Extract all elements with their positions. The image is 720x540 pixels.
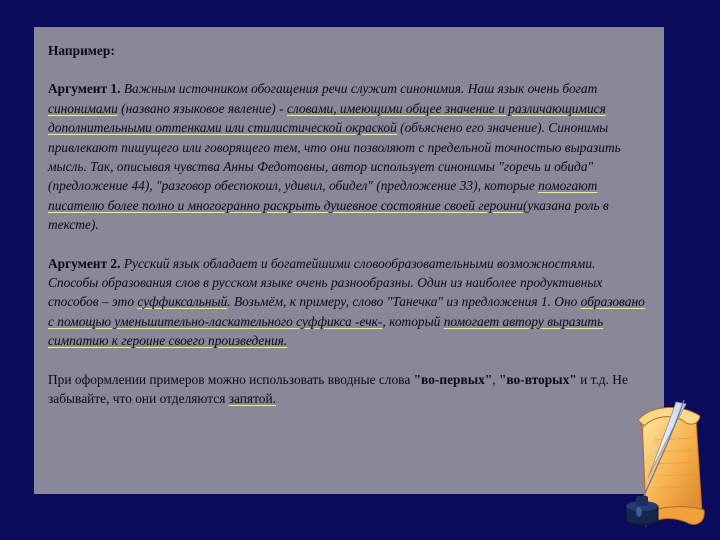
argument-1-text: Важным источником обогащения речи служит синонимия. Наш язык очень богат синонимами (названо языковое явление) - словами, имеющими общее значение и различающимися дополнительными оттенками или стилистической окраской (объяснено его значение). Синонимы привлекают пишущего или говорящего тем, что они позволяют с предельной точностью выразить мысль. Так, описывая чувства Анны Федотовны, автор использует синонимы "горечь и обида" (предложение 44), "разговор обеспокоил, удивил, обидел" (предложение 33), которые помогают писателю более полно и многогранно раскрыть душевное состояние своей героини(указана роль в тексте). bbox=[48, 81, 621, 233]
argument-2-label: Аргумент 2. bbox=[48, 255, 121, 271]
argument-2 bbox=[48, 254, 648, 351]
term-suffixal: суффиксальный bbox=[137, 294, 228, 310]
heading: Например: bbox=[48, 43, 115, 58]
word-comma: запятой. bbox=[228, 391, 276, 407]
text-panel bbox=[34, 27, 664, 494]
scroll-quill-inkwell-icon bbox=[612, 360, 718, 540]
closing-note: При оформлении примеров можно использовать вводные слова "во-первых", "во-вторых" и т.д. Не забывайте, что они отделяются запятой. bbox=[48, 371, 628, 407]
term-role: помогают писателю более полно и многогранно раскрыть душевное состояние своей героини bbox=[48, 178, 598, 213]
term-definition: словами, имеющими общее значение и различающимися дополнительными оттенками или стилистической окраской bbox=[48, 100, 606, 136]
term-synonyms: синонимами bbox=[48, 100, 118, 116]
term-formed: образовано с помощью уменьшительно-ласкательного суффикса -ечк- bbox=[48, 294, 645, 329]
argument-2-text: Русский язык обладает и богатейшими словообразовательными возможностями. Способы образования слов в русском языке очень разнообразны. Один из наиболее продуктивных способов – это суффиксальный. Возьмём, к примеру, слово "Танечка" из предложения 1. Оно образовано с помощью уменьшительно-ласкательного суффикса -ечк-, который помогает автору выразить симпатию к героине своего произведения. bbox=[48, 255, 645, 349]
argument-1 bbox=[48, 79, 648, 234]
argument-1-label: Аргумент 1. bbox=[48, 81, 121, 97]
word-first: "во-первых" bbox=[413, 371, 493, 387]
word-second: "во-вторых" bbox=[498, 371, 577, 387]
term-sympathy: помогает автору выразить симпатию к героине своего произведения. bbox=[48, 313, 604, 349]
